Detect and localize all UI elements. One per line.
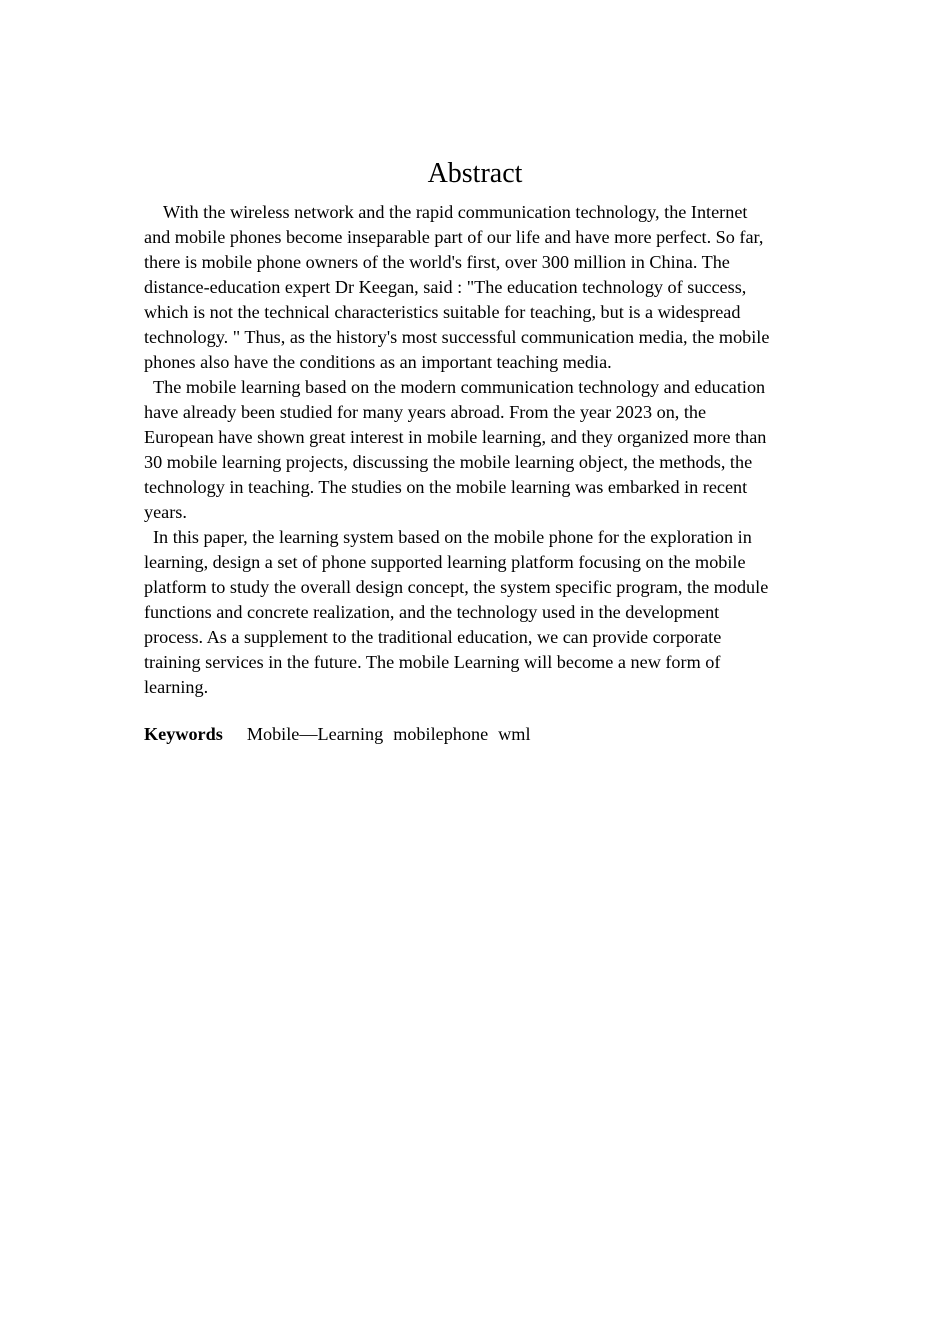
text-line: technology. " Thus, as the history's most successful communication media, the mobile xyxy=(144,327,770,347)
keyword-item: wml xyxy=(498,724,531,744)
text-line: which is not the technical characteristics suitable for teaching, but is a widespread xyxy=(144,302,741,322)
keywords-label: Keywords xyxy=(144,724,223,744)
text-line: phones also have the conditions as an important teaching media. xyxy=(144,352,612,372)
abstract-paragraph-3 xyxy=(144,525,808,700)
text-line: have already been studied for many years abroad. From the year 2023 on, the xyxy=(144,402,707,422)
text-line: training services in the future. The mobile Learning will become a new form of xyxy=(144,652,721,672)
text-line xyxy=(144,375,808,400)
text-line: there is mobile phone owners of the world's first, over 300 million in China. The xyxy=(144,252,730,272)
abstract-body xyxy=(144,200,808,700)
text-line xyxy=(144,525,808,550)
text-line: technology in teaching. The studies on the mobile learning was embarked in recent xyxy=(144,477,748,497)
keywords-line xyxy=(144,722,541,747)
text-line: distance-education expert Dr Keegan, said : "The education technology of success, xyxy=(144,277,747,297)
text-line: platform to study the overall design concept, the system specific program, the module xyxy=(144,577,769,597)
text-line: functions and concrete realization, and the technology used in the development xyxy=(144,602,720,622)
keyword-item: mobilephone xyxy=(393,724,489,744)
text-line: learning. xyxy=(144,677,209,697)
text-line xyxy=(144,200,808,225)
text-line: years. xyxy=(144,502,187,522)
text-line: European have shown great interest in mobile learning, and they organized more than xyxy=(144,427,767,447)
abstract-paragraph-2 xyxy=(144,375,808,525)
keyword-item: Mobile—Learning xyxy=(246,724,384,744)
abstract-paragraph-1 xyxy=(144,200,808,375)
text-line: and mobile phones become inseparable part of our life and have more perfect. So far, xyxy=(144,227,764,247)
text-line: 30 mobile learning projects, discussing the mobile learning object, the methods, the xyxy=(144,452,753,472)
text-line: process. As a supplement to the traditional education, we can provide corporate xyxy=(144,627,722,647)
text-line-content: With the wireless network and the rapid communication technology, the Internet xyxy=(163,202,748,222)
text-line: learning, design a set of phone supported learning platform focusing on the mobile xyxy=(144,552,746,572)
abstract-title: Abstract xyxy=(427,158,523,189)
text-line-content: The mobile learning based on the modern communication technology and education xyxy=(153,377,766,397)
text-line-content: In this paper, the learning system based on the mobile phone for the exploration in xyxy=(153,527,752,547)
